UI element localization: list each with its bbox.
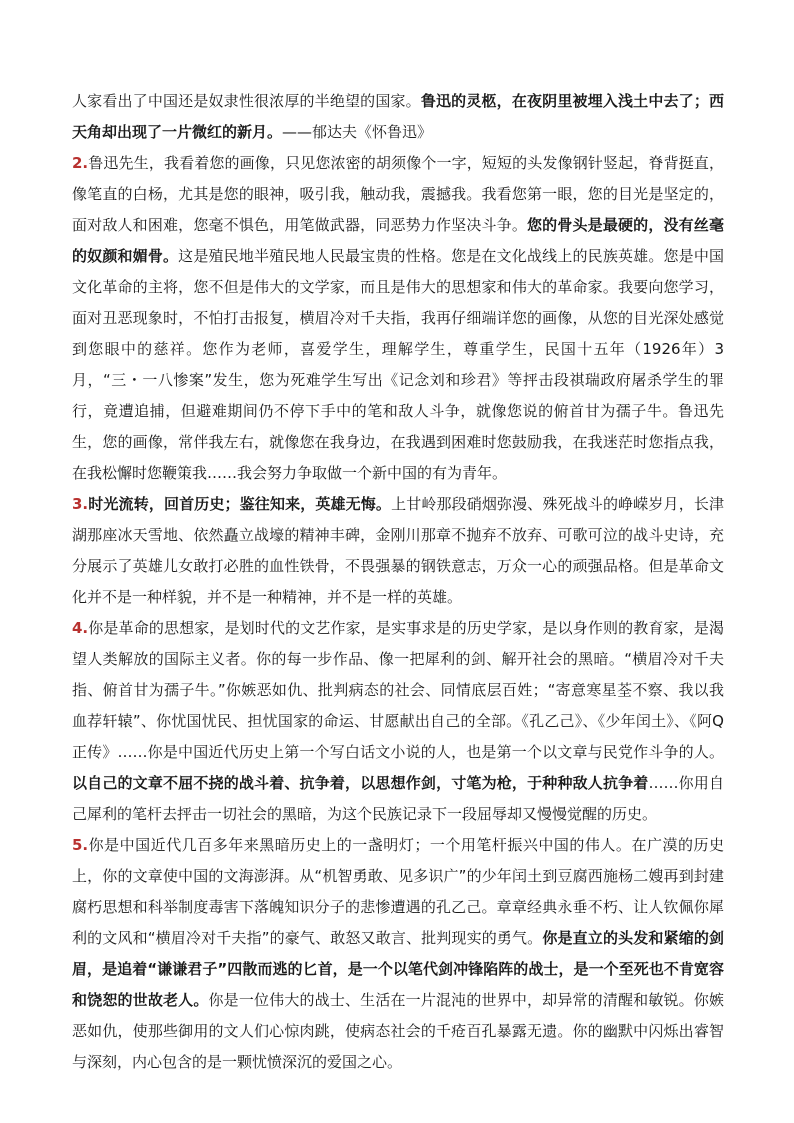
paragraph-1-bold-quote: 鲁迅的灵柩，在夜阴里被埋入浅土中去了；西天角却出现了一片微红的新月。	[72, 92, 724, 141]
paragraph-4-text-a: 你是革命的思想家，是划时代的文艺作家，是实事求是的历史学家，是以身作则的教育家，是渴望人类解放的国际主义者。你的每一步作品、像一把犀利的剑、解开社会的黑暗。“横眉冷对千夫指、俯首甘为孺子牛。”你嫉恶如仇、批判病态的社会、同情底层百姓；“寄意寒星荃不察、我以我血荐轩辕”、你忧国忧民、担忧国家的命运、甘愿献出自己的全部。《孔乙己》、《少年闰土》、《阿Q正传》……你是中国近代历史上第一个写白话文小说的人，也是第一个以文章与民党作斗争的人。	[72, 619, 724, 761]
paragraph-2-bold: 您的骨头是最硬的，没有丝毫的奴颜和媚骨。	[72, 216, 724, 265]
document-body	[72, 86, 724, 1078]
paragraph-4-text-b: ……你用自己犀利的笔杆去抨击一切社会的黑暗，为这个民族记录下一段屈辱却又慢慢觉醒的历史。	[72, 774, 724, 823]
paragraph-3	[72, 489, 724, 613]
paragraph-3-number: 3.	[72, 495, 89, 513]
paragraph-5-text-b: 你是一位伟大的战士、生活在一片混沌的世界中，却异常的清醒和敏锐。你嫉恶如仇，使那些御用的文人们心惊肉跳，使病态社会的千疮百孔暴露无遗。你的幽默中闪烁出睿智与深刻，内心包含的是一颗忧愤深沉的爱国之心。	[72, 991, 724, 1071]
paragraph-4	[72, 613, 724, 830]
paragraph-4-bold: 以自己的文章不屈不挠的战斗着、抗争着，以思想作剑，寸笔为枪，于种种敌人抗争着	[72, 774, 649, 792]
paragraph-2-text-a: 鲁迅先生，我看着您的画像，只见您浓密的胡须像个一字，短短的头发像钢针竖起，脊背挺直，像笔直的白杨，尤其是您的眼神，吸引我，触动我，震撼我。我看您第一眼，您的目光是坚定的，面对敌人和困难，您毫不惧色，用笔做武器，同恶势力作坚决斗争。	[72, 154, 724, 234]
paragraph-1	[72, 86, 724, 148]
paragraph-1-attribution: ——郁达夫《怀鲁迅》	[282, 123, 433, 141]
paragraph-3-bold: 时光流转，回首历史；鉴往知来，英雄无悔。	[88, 495, 392, 513]
paragraph-5	[72, 830, 724, 1078]
paragraph-3-text: 上甘岭那段硝烟弥漫、殊死战斗的峥嵘岁月，长津湖那座冰天雪地、依然矗立战壕的精神丰碑，金刚川那章不抛弃不放弃、可歌可泣的战斗史诗，充分展示了英雄儿女敢打必胜的血性铁骨，不畏强暴的钢铁意志，万众一心的顽强品格。但是革命文化并不是一种样貌，并不是一种精神，并不是一样的英雄。	[72, 495, 724, 606]
paragraph-2	[72, 148, 724, 489]
paragraph-2-text-b: 这是殖民地半殖民地人民最宝贵的性格。您是在文化战线上的民族英雄。您是中国文化革命的主将，您不但是伟大的文学家，而且是伟大的思想家和伟大的革命家。我要向您学习，面对丑恶现象时，不怕打击报复，横眉冷对千夫指，我再仔细端详您的画像，从您的目光深处感觉到您眼中的慈祥。您作为老师，喜爱学生，理解学生，尊重学生，民国十五年（1926年）3月，“三・一八惨案”发生，您为死难学生写出《记念刘和珍君》等抨击段祺瑞政府屠杀学生的罪行，竟遭追捕，但避难期间仍不停下手中的笔和敌人斗争，就像您说的俯首甘为孺子牛。鲁迅先生，您的画像，常伴我左右，就像您在我身边，在我遇到困难时您鼓励我，在我迷茫时您指点我，在我松懈时您鞭策我……我会努力争取做一个新中国的有为青年。	[72, 247, 724, 482]
paragraph-4-number: 4.	[72, 619, 89, 637]
paragraph-5-number: 5.	[72, 836, 89, 854]
paragraph-1-text-a: 人家看出了中国还是奴隶性很浓厚的半绝望的国家。	[72, 92, 421, 110]
paragraph-5-bold: 你是直立的头发和紧缩的剑眉，是追着“谦谦君子”四散而逃的匕首，是一个以笔代剑冲锋陷阵的战士，是一个至死也不肯宽容和饶恕的世故老人。	[72, 929, 724, 1009]
paragraph-2-number: 2.	[72, 154, 89, 172]
paragraph-5-text-a: 你是中国近代几百多年来黑暗历史上的一盏明灯；一个用笔杆振兴中国的伟人。在广漠的历史上，你的文章使中国的文海澎湃。从“机智勇敢、见多识广”的少年闰土到豆腐西施杨二嫂再到封建腐朽思想和科举制度毒害下落魄知识分子的悲惨遭遇的孔乙己。章章经典永垂不朽、让人钦佩你犀利的文风和“横眉冷对千夫指”的豪气、敢怒又敢言、批判现实的勇气。	[72, 836, 724, 947]
